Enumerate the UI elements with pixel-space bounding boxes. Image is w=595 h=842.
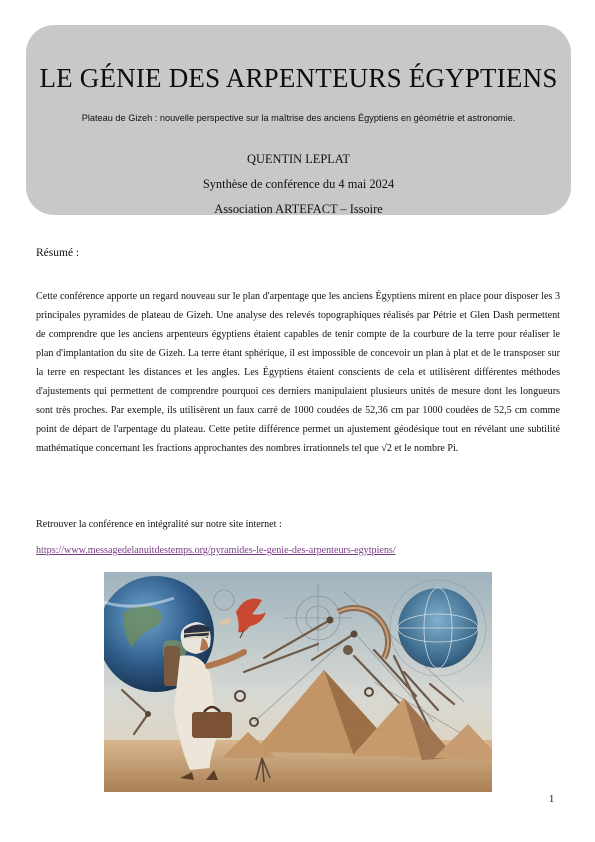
abstract-paragraph: Cette conférence apporte un regard nouveau sur le plan d'arpentage que les anciens Égyptiens mirent en place pour disposer les 3 principales pyramides de plateau de Gizeh. Une analyse des relevés topographiques réalisés par Pétrie et Glen Dash permettent de comprendre que les anciens arpenteurs égyptiens étaient capables de tenir compte de la courbure de la terre pour réaliser le plan d'implantation du site de Gizeh. La terre étant sphérique, il est impossible de concevoir un plan à plat et de le transposer sur la terre en respectant les distances et les angles. Les Égyptiens étaient conscients de cela et utilisèrent différentes méthodes d'ajustements qui permettent de comprendre pourquoi ces derniers manipulaient plusieurs unités de mesure dont les longueurs sont très proches. Par exemple, ils utilisèrent un faux carré de 1000 coudées de 52,36 cm par 1000 coudées de 52,5 cm comme point de départ de l'arpentage du plateau. Cette petite différence permet un ajustement géodésique tout en révélant une subtilité mathématique concernant les fractions approchantes des nombres irrationnels tel que √2 et le nombre Pi. (36, 291, 560, 454)
conference-date-line: Synthèse de conférence du 4 mai 2024 (202, 177, 395, 191)
author-name: QUENTIN LEPLAT (247, 152, 350, 166)
title-banner (26, 25, 571, 215)
association-line: Association ARTEFACT – Issoire (214, 202, 383, 216)
page-number: 1 (549, 794, 555, 805)
conference-link[interactable]: https://www.messagedelanuitdestemps.org/pyramides-le-genie-des-arpenteurs-egytpiens/ (36, 545, 396, 556)
website-intro-text: Retrouver la conférence en intégralité sur notre site internet : (36, 519, 282, 530)
resume-heading: Résumé : (36, 247, 80, 259)
document-subtitle: Plateau de Gizeh : nouvelle perspective sur la maîtrise des anciens Égyptiens en géométrie et astronomie. (81, 113, 516, 123)
illustration-svg (104, 572, 492, 792)
document-title: LE GÉNIE DES ARPENTEURS ÉGYPTIENS (39, 63, 558, 93)
egyptian-surveyor-pyramids-illustration (104, 572, 492, 792)
